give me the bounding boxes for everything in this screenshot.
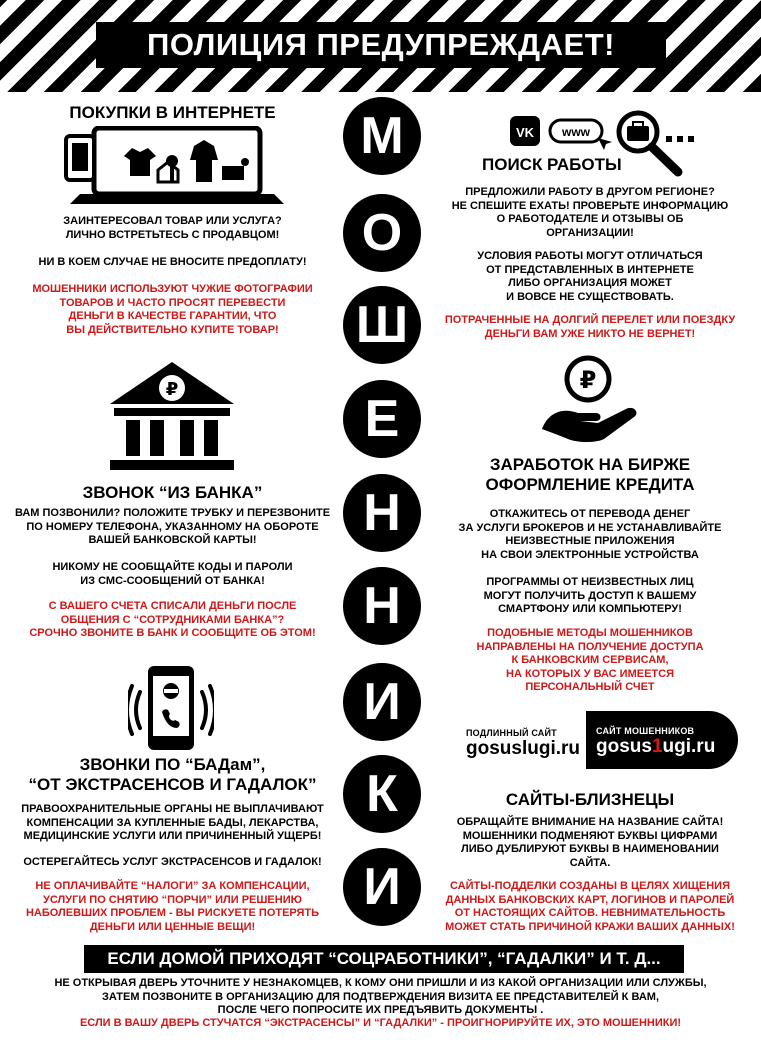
footer-banner: ЕСЛИ ДОМОЙ ПРИХОДЯТ “СОЦРАБОТНИКИ”, “ГАДАЛКИ” И Т. Д... xyxy=(84,945,684,973)
genuine-site-url: gosuslugi.ru xyxy=(466,738,580,759)
shopping-text-2: НИ В КОЕМ СЛУЧАЕ НЕ ВНОСИТЕ ПРЕДОПЛАТУ! xyxy=(38,256,307,268)
job-title: ПОИСК РАБОТЫ xyxy=(482,155,622,174)
sites-title: САЙТЫ-БЛИЗНЕЦЫ xyxy=(505,790,675,809)
job-warning: ПОТРАЧЕННЫЕ НА ДОЛГИЙ ПЕРЕЛЕТ ИЛИ ПОЕЗДКУ ДЕНЬГИ ВАМ УЖЕ НИКТО НЕ ВЕРНЕТ! xyxy=(444,314,736,340)
fake-site-url-part-1: gosus xyxy=(596,736,652,757)
ruble-coin-icon: ₽ xyxy=(579,366,597,394)
money-hand-icon xyxy=(538,355,648,445)
job-text-1: ПРЕДЛОЖИЛИ РАБОТУ В ДРУГОМ РЕГИОНЕ? НЕ СПЕШИТЕ ЕХАТЬ! ПРОВЕРЬТЕ ИНФОРМАЦИЮ О РАБОТОДАТЕЛЕ И ОТЗЫВЫ ОБ ОРГАНИЗАЦИИ! xyxy=(451,186,729,239)
calls-warning: НЕ ОПЛАЧИВАЙТЕ “НАЛОГИ” ЗА КОМПЕНСАЦИИ, УСЛУГИ ПО СНЯТИЮ “ПОРЧИ” ИЛИ РЕШЕНИЮ НАБОЛЕВШИХ ПРОБЛЕМ - ВЫ РИСКУЕТЕ ПОТЕРЯТЬ ДЕНЬГИ ИЛИ ЦЕННЫЕ ВЕЩИ! xyxy=(25,880,320,933)
bank-title: ЗВОНОК “ИЗ БАНКА” xyxy=(82,483,263,502)
bank-building-icon xyxy=(108,360,236,472)
letter-circle-1: М xyxy=(343,97,421,175)
sites-warning: САЙТЫ-ПОДДЕЛКИ СОЗДАНЫ В ЦЕЛЯХ ХИЩЕНИЯ ДАННЫХ БАНКОВСКИХ КАРТ, ЛОГИНОВ И ПАРОЛЕЙ ОТ НАСТОЯЩИХ САЙТОВ. НЕВНИМАТЕЛЬНОСТЬ МОЖЕТ СТАТЬ ПРИЧИНОЙ КРАЖИ ВАШИХ ДАННЫХ! xyxy=(445,880,735,933)
shopping-title: ПОКУПКИ В ИНТЕРНЕТЕ xyxy=(69,103,276,122)
footer-warning: ЕСЛИ В ВАШУ ДВЕРЬ СТУЧАТСЯ “ЭКСТРАСЕНСЫ” И “ГАДАЛКИ” - ПРОИГНОРИРУЙТЕ ИХ, ЭТО МОШЕННИКИ! xyxy=(79,1017,682,1029)
bank-warning: С ВАШЕГО СЧЕТА СПИСАЛИ ДЕНЬГИ ПОСЛЕ ОБЩЕНИЯ С “СОТРУДНИКАМИ БАНКА”? СРОЧНО ЗВОНИТЕ В БАНК И СООБЩИТЕ ОБ ЭТОМ! xyxy=(29,600,316,639)
letter-circle-7: И xyxy=(343,663,421,741)
letter-circle-6: Н xyxy=(343,567,421,645)
exchange-text-1: ОТКАЖИТЕСЬ ОТ ПЕРЕВОДА ДЕНЕГ ЗА УСЛУГИ БРОКЕРОВ И НЕ УСТАНАВЛИВАЙТЕ НЕИЗВЕСТНЫЕ ПРИЛОЖЕНИЯ НА СВОИ ЭЛЕКТРОННЫЕ УСТРОЙСТВА xyxy=(458,508,722,561)
exchange-title: ЗАРАБОТОК НА БИРЖЕ ОФОРМЛЕНИЕ КРЕДИТА xyxy=(485,455,695,494)
shopping-text-1: ЗАИНТЕРЕСОВАЛ ТОВАР ИЛИ УСЛУГА? ЛИЧНО ВСТРЕТЬТЕСЬ С ПРОДАВЦОМ! xyxy=(63,215,282,241)
calls-text-2: ОСТЕРЕГАЙТЕСЬ УСЛУГ ЭКСТРАСЕНСОВ И ГАДАЛОК! xyxy=(23,856,322,868)
vk-icon: VK xyxy=(515,125,535,140)
genuine-site-label: ПОДЛИННЫЙ САЙТ xyxy=(466,728,557,738)
letter-circle-9: И xyxy=(343,848,421,926)
bank-text-2: НИКОМУ НЕ СООБЩАЙТЕ КОДЫ И ПАРОЛИ ИЗ СМС-СООБЩЕНИЙ ОТ БАНКА! xyxy=(52,561,293,587)
page-title: ПОЛИЦИЯ ПРЕДУПРЕЖДАЕТ! xyxy=(96,22,666,68)
fake-site-url-part-2: ugi.ru xyxy=(662,736,716,757)
footer-text: НЕ ОТКРЫВАЯ ДВЕРЬ УТОЧНИТЕ У НЕЗНАКОМЦЕВ, К КОМУ ОНИ ПРИШЛИ И ИЗ КАКОЙ ОРГАНИЗАЦИИ ИЛИ СЛУЖБЫ, ЗАТЕМ ПОЗВОНИТЕ В ОРГАНИЗАЦИЮ ДЛЯ ПОДТВЕРЖДЕНИЯ ВИЗИТА ЕЕ ПРЕДСТАВИТЕЛЕЙ К ВАМ, ПОСЛЕ ЧЕГО ПОПРОСИТЕ ИХ ПРЕДЪЯВИТЬ ДОКУМЕНТЫ . xyxy=(54,977,707,1016)
ruble-icon: ₽ xyxy=(165,379,179,400)
letter-circle-4: Е xyxy=(343,380,421,458)
letter-circle-3: Ш xyxy=(343,286,421,364)
fake-site-label: САЙТ МОШЕННИКОВ xyxy=(596,726,695,736)
exchange-text-2: ПРОГРАММЫ ОТ НЕИЗВЕСТНЫХ ЛИЦ МОГУТ ПОЛУЧИТЬ ДОСТУП К ВАШЕМУ СМАРТФОНУ ИЛИ КОМПЬЮТЕРУ! xyxy=(483,576,697,615)
fake-site-url-digit: 1 xyxy=(651,736,663,757)
phone-call-icon xyxy=(128,664,214,752)
laptop-shopping-icon xyxy=(62,126,292,208)
letter-circle-2: О xyxy=(343,194,421,272)
fake-site-url xyxy=(596,736,715,758)
calls-text-1: ПРАВООХРАНИТЕЛЬНЫЕ ОРГАНЫ НЕ ВЫПЛАЧИВАЮТ КОМПЕНСАЦИИ ЗА КУПЛЕННЫЕ БАДЫ, ЛЕКАРСТВА, МЕДИЦИНСКИЕ УСЛУГИ ИЛИ ПРИЧИНЕННЫЙ УЩЕРБ! xyxy=(21,803,324,842)
exchange-warning: ПОДОБНЫЕ МЕТОДЫ МОШЕННИКОВ НАПРАВЛЕНЫ НА ПОЛУЧЕНИЕ ДОСТУПА К БАНКОВСКИМ СЕРВИСАМ, НА КОТОРЫХ У ВАС ИМЕЕТСЯ ПЕРСОНАЛЬНЫЙ СЧЕТ xyxy=(476,627,704,693)
sites-text-1: ОБРАЩАЙТЕ ВНИМАНИЕ НА НАЗВАНИЕ САЙТА! МОШЕННИКИ ПОДМЕНЯЮТ БУКВЫ ЦИФРАМИ ЛИБО ДУБЛИРУЮТ БУКВЫ В НАИМЕНОВАНИИ САЙТА. xyxy=(456,816,724,869)
bank-text-1: ВАМ ПОЗВОНИЛИ? ПОЛОЖИТЕ ТРУБКУ И ПЕРЕЗВОНИТЕ ПО НОМЕРУ ТЕЛЕФОНА, УКАЗАННОМУ НА ОБОРОТЕ ВАШЕЙ БАНКОВСКОЙ КАРТЫ! xyxy=(14,507,331,546)
shopping-warning: МОШЕННИКИ ИСПОЛЬЗУЮТ ЧУЖИЕ ФОТОГРАФИИ ТОВАРОВ И ЧАСТО ПРОСЯТ ПЕРЕВЕСТИ ДЕНЬГИ В КАЧЕСТВЕ ГАРАНТИИ, ЧТО ВЫ ДЕЙСТВИТЕЛЬНО КУПИТЕ ТОВАР! xyxy=(32,283,313,336)
www-icon: www xyxy=(561,125,591,139)
fake-site-box xyxy=(586,711,738,769)
calls-title: ЗВОНКИ ПО “БАДам”, “ОТ ЭКСТРАСЕНСОВ И ГАДАЛОК” xyxy=(28,755,317,794)
letter-circle-5: Н xyxy=(343,474,421,552)
job-text-2: УСЛОВИЯ РАБОТЫ МОГУТ ОТЛИЧАТЬСЯ ОТ ПРЕДСТАВЛЕННЫХ В ИНТЕРНЕТЕ ЛИБО ОРГАНИЗАЦИЯ МОЖЕТ И ВОВСЕ НЕ СУЩЕСТВОВАТЬ. xyxy=(477,250,703,303)
letter-circle-8: К xyxy=(343,755,421,833)
